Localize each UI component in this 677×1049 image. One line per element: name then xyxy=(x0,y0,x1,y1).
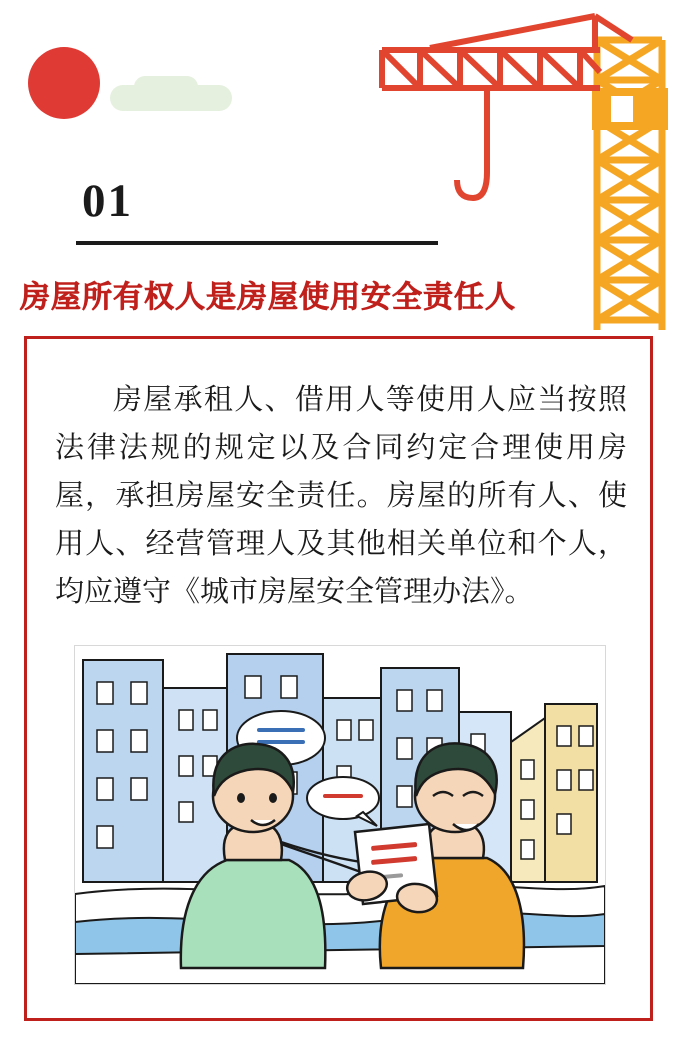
section-number: 01 xyxy=(82,175,133,227)
divider xyxy=(76,241,438,245)
sun-icon xyxy=(28,47,100,119)
handshake-illustration xyxy=(74,645,606,985)
cloud-icon xyxy=(110,85,232,111)
page-title: 房屋所有权人是房屋使用安全责任人 xyxy=(20,280,516,315)
content-card xyxy=(24,336,653,1021)
body-paragraph: 房屋承租人、借用人等使用人应当按照法律法规的规定以及合同约定合理使用房屋，承担房屋安全责任。房屋的所有人、使用人、经营管理人及其他相关单位和个人，均应遵守《城市房屋安全管理办法》。 xyxy=(55,382,627,608)
